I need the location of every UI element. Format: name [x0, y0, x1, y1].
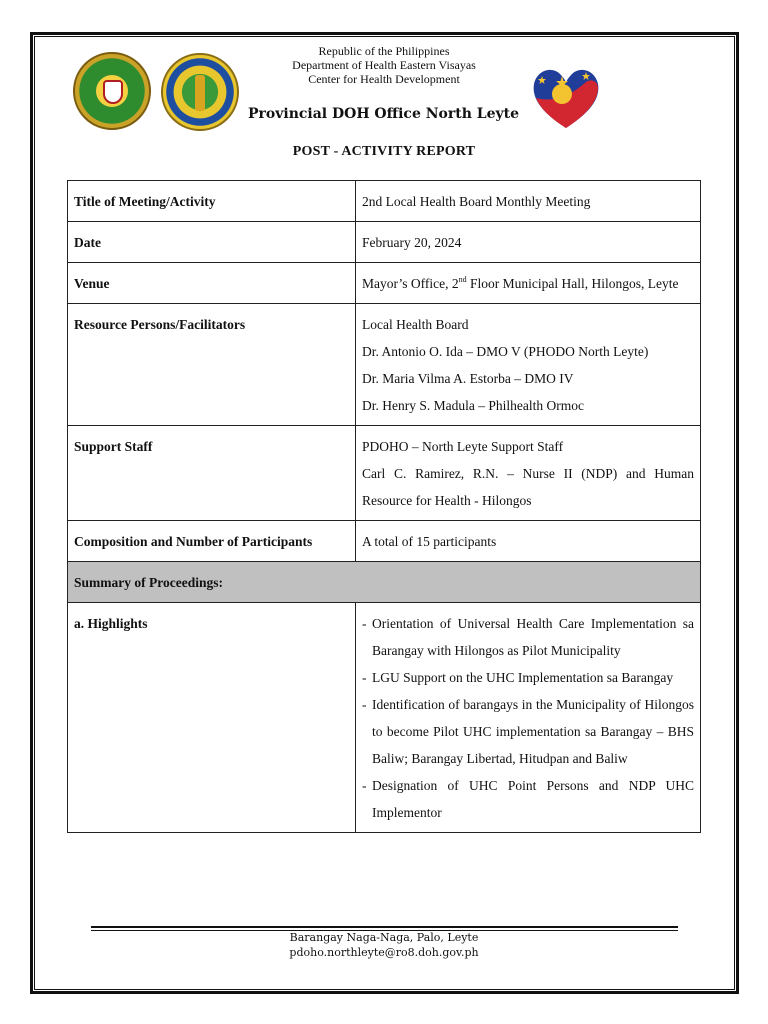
support-line: Carl C. Ramirez, R.N. – Nurse II (NDP) and Human Resource for Health - Hilongos [362, 466, 694, 508]
philippine-flag-heart-icon [528, 58, 604, 134]
row-label-composition: Composition and Number of Participants [68, 521, 356, 562]
highlights-list [362, 610, 694, 826]
table-row [68, 603, 701, 833]
row-value-highlights [356, 603, 701, 833]
row-label-venue: Venue [68, 263, 356, 304]
support-line: PDOHO – North Leyte Support Staff [362, 439, 564, 454]
table-row [68, 426, 701, 521]
list-item [362, 664, 694, 691]
summary-heading: Summary of Proceedings: [68, 562, 701, 603]
row-label-title: Title of Meeting/Activity [68, 181, 356, 222]
highlight-text: Identification of barangays in the Municipality of Hilongos to become Pilot UHC implementation sa Barangay – BHS Baliw; Barangay Libertad, Hitudpan and Baliw [372, 697, 694, 766]
dash-bullet: - [362, 670, 367, 685]
venue-text-post: Floor Municipal Hall, Hilongos, Leyte [466, 276, 679, 291]
row-label-highlights: a. Highlights [68, 603, 356, 833]
highlight-text: LGU Support on the UHC Implementation sa Barangay [372, 670, 674, 685]
row-value-support [356, 426, 701, 521]
header-center: Center for Health Development [308, 72, 460, 86]
office-name: Provincial DOH Office North Leyte [248, 106, 520, 122]
table-row [68, 304, 701, 426]
table-row [68, 181, 701, 222]
table-row [68, 222, 701, 263]
table-row [68, 263, 701, 304]
activity-report-table [67, 180, 701, 833]
venue-text-pre: Mayor’s Office, 2 [362, 276, 459, 291]
row-value-date: February 20, 2024 [356, 222, 701, 263]
list-item [362, 610, 694, 664]
footer-address: Barangay Naga-Naga, Palo, Leyte [289, 931, 479, 944]
dash-bullet: - [362, 697, 367, 712]
row-value-resource [356, 304, 701, 426]
list-item [362, 691, 694, 772]
dash-bullet: - [362, 616, 367, 631]
row-value-title: 2nd Local Health Board Monthly Meeting [356, 181, 701, 222]
report-title: POST - ACTIVITY REPORT [292, 144, 476, 159]
row-value-venue [356, 263, 701, 304]
row-label-support: Support Staff [68, 426, 356, 521]
header-republic: Republic of the Philippines [318, 44, 450, 58]
row-label-resource: Resource Persons/Facilitators [68, 304, 356, 426]
resource-line: Local Health Board [362, 317, 469, 332]
footer-divider [91, 926, 678, 928]
footer-email: pdoho.northleyte@ro8.doh.gov.ph [289, 946, 479, 959]
row-value-composition: A total of 15 participants [356, 521, 701, 562]
table-row [68, 521, 701, 562]
highlight-text: Designation of UHC Point Persons and NDP UHC Implementor [372, 778, 694, 820]
resource-line: Dr. Antonio O. Ida – DMO V (PHODO North Leyte) [362, 344, 649, 359]
header-department: Department of Health Eastern Visayas [292, 58, 476, 72]
dash-bullet: - [362, 778, 367, 793]
row-label-date: Date [68, 222, 356, 263]
resource-line: Dr. Maria Vilma A. Estorba – DMO IV [362, 371, 574, 386]
resource-line: Dr. Henry S. Madula – Philhealth Ormoc [362, 398, 584, 413]
highlight-text: Orientation of Universal Health Care Implementation sa Barangay with Hilongos as Pilot Municipality [372, 616, 694, 658]
venue-ordinal: nd [458, 275, 467, 284]
table-row [68, 562, 701, 603]
list-item [362, 772, 694, 826]
